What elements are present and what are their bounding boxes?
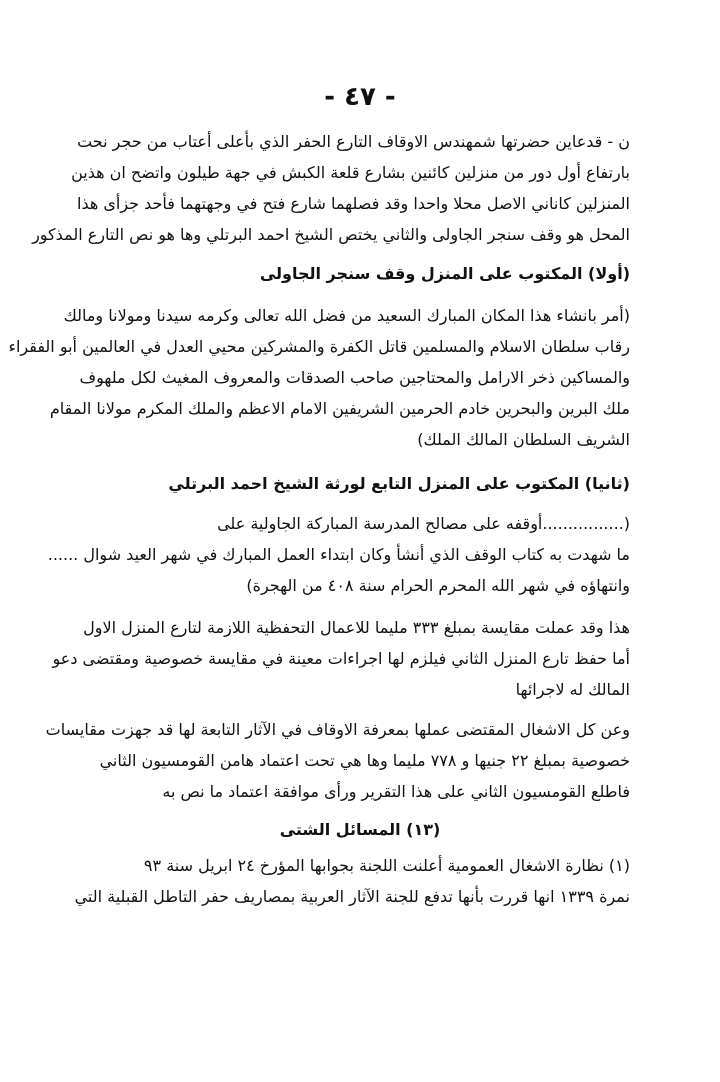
text-line: (١) نظارة الاشغال العمومية أعلنت اللجنة بجوابها المؤرخ ٢٤ ابريل سنة ٩٣ [143, 856, 630, 875]
text-line: ن - قدعاين حضرتها شمهندس الاوقاف التارع الحفر الذي بأعلى أعتاب من حجر نحت [77, 132, 630, 151]
heading-line: (أولا) المكتوب على المنزل وقف سنجر الجاولى [259, 264, 630, 283]
text-line: نمرة ١٣٣٩ انها قررت بأنها تدفع للجنة الآثار العربية بمصاريف حفر التاطل القبلية التي [74, 887, 630, 906]
heading-line: (١٣) المسائل الشتى [279, 820, 441, 839]
paragraph-first-inscription [8, 300, 630, 455]
text-line: بارتفاع أول دور من منزلين كائنين بشارع قلعة الكبش في جهة طيلون واتضح ان هذين [71, 163, 630, 182]
paragraph-works [45, 714, 630, 807]
text-line: ما شهدت به كتاب الوقف الذي أنشأ وكان ابتداء العمل المبارك في شهر العيد شوال ...... [47, 545, 630, 564]
section-heading-second-inscription [90, 468, 630, 499]
text-line: وانتهاؤه في شهر الله المحرم الحرام سنة ٤٠٨ من الهجرة) [246, 576, 630, 595]
text-line: (................أوقفه على مصالح المدرسة المباركة الجاولية على [217, 514, 630, 533]
text-line: (أمر بانشاء هذا المكان المبارك السعيد من فضل الله تعالى وكرمه سيدنا ومولانا ومالك [63, 306, 630, 325]
text-line: ملك البرين والبحرين خادم الحرمين الشريفين الامام الاعظم والملك المكرم مولانا المقام [49, 399, 630, 418]
text-line: المنزلين كاناني الاصل محلا واحدا وقد فصلهما شارع فتح في وجهتهما فأحد جزأى هذا [77, 194, 630, 213]
text-line: وعن كل الاشغال المقتضى عملها بمعرفة الاوقاف في الآثار التابعة لها قد جهزت مقايسات [45, 720, 630, 739]
text-line: خصوصية بمبلغ ٢٢ جنيها و ٧٧٨ مليما وها هي تحت اعتماد هامن القومسيون الثاني [99, 751, 630, 770]
paragraph-second-inscription [47, 508, 630, 601]
heading-line: (ثانيا) المكتوب على المنزل التابع لورثة الشيخ احمد البرتلي [168, 474, 630, 493]
text-line: هذا وقد عملت مقايسة بمبلغ ٣٣٣ مليما للاعمال التحفظية اللازمة لتارع المنزل الاول [83, 618, 630, 637]
text-line: المالك له لاجرائها [515, 680, 630, 699]
paragraph-intro [32, 126, 630, 250]
text-line: والمساكين ذخر الارامل والمحتاجين صاحب الصدقات والمعروف المغيث لكل ملهوف [79, 368, 630, 387]
text-line: رقاب سلطان الاسلام والمسلمين قاتل الكفرة والمشركين محيي العدل في العالمين أبو الفقراء [8, 337, 630, 356]
section-heading-misc [90, 814, 630, 845]
text-line: المحل هو وقف سنجر الجاولى والثاني يختص الشيخ احمد البرتلي وها هو نص التارع المذكور [32, 225, 630, 244]
text-line: الشريف السلطان المالك الملك) [417, 430, 630, 449]
text-line: فاطلع القومسيون الثاني على هذا التقرير ورأى موافقة اعتماد ما نص به [162, 782, 630, 801]
section-heading-first-inscription [90, 258, 630, 289]
page-number: - ٤٧ - [324, 82, 396, 112]
text-line: أما حفظ تارع المنزل الثاني فيلزم لها اجراءات معينة في مقايسة خصوصية ومقتضى دعو [52, 649, 630, 668]
paragraph-item-one [74, 850, 630, 912]
paragraph-estimate [52, 612, 630, 705]
